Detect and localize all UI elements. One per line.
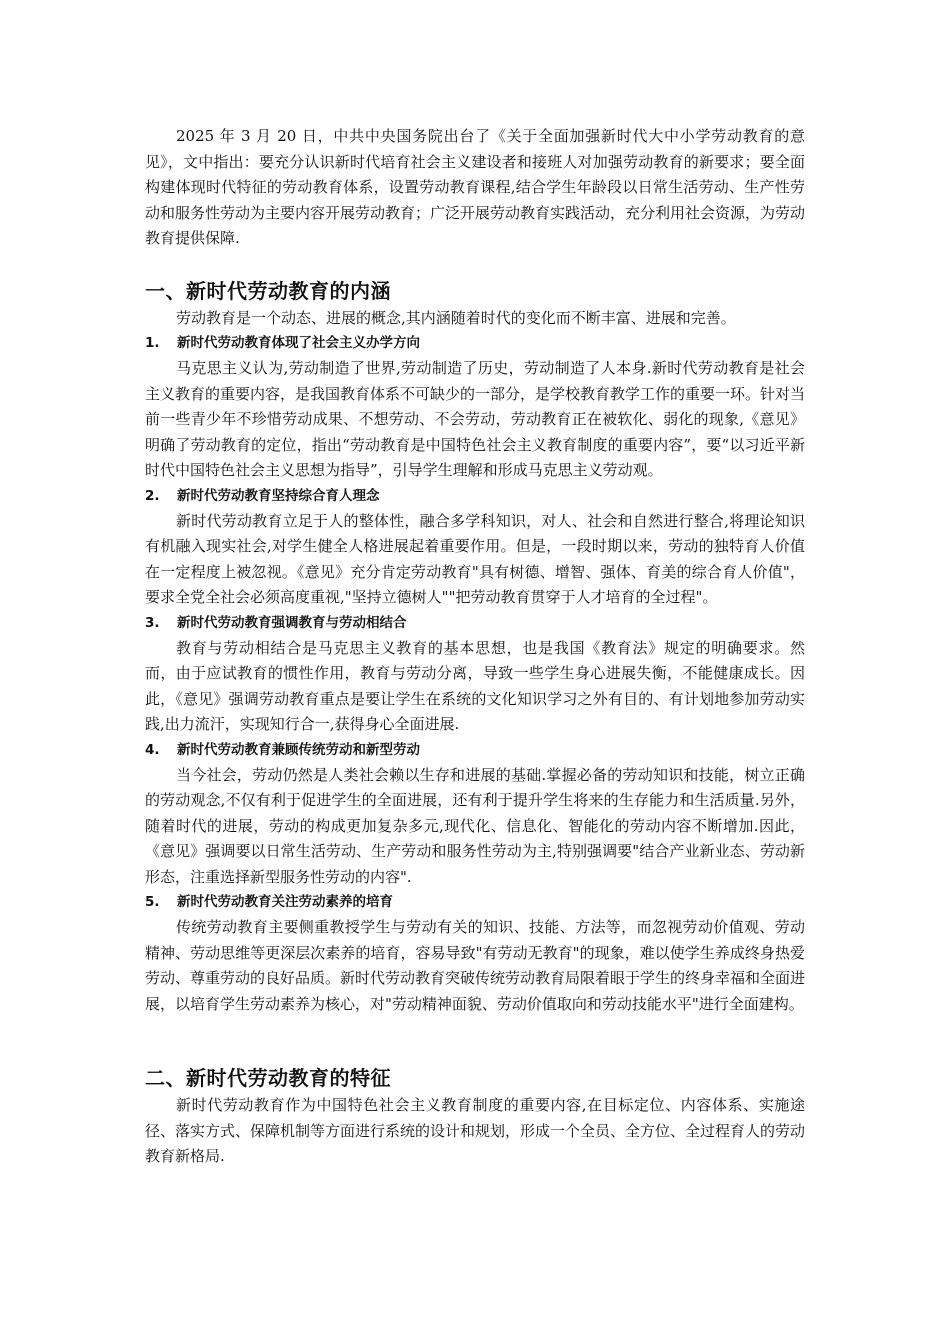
subheading-title: 新时代劳动教育坚持综合育人理念 [177,487,380,504]
subheading-title: 新时代劳动教育关注劳动素养的培育 [177,894,393,910]
subheading-title: 新时代劳动教育体现了社会主义办学方向 [177,335,420,351]
body-paragraph: 马克思主义认为,劳动制造了世界,劳动制造了历史，劳动制造了人本身.新时代劳动教育是社会主义教育的重要内容，是我国教育体系不可缺少的一部分，是学校教育教学工作的重要一环。针对当前一些青少年不珍惜劳动成果、不想劳动、不会劳动，劳动教育正在被软化、弱化的现象,《意见》明确了劳动教育的定位，指出“劳动教育是中国特色社会主义教育制度的重要内容”，要“以习近平新时代中国特色社会主义思想为指导”，引导学生理解和形成马克思主义劳动观。 [145,359,806,479]
section1-lead: 劳动教育是一个动态、进展的概念,其内涵随着时代的变化而不断丰富、进展和完善。 [176,308,736,327]
subheading-number: 5. [145,894,160,910]
subheading-5 [145,890,805,915]
subheading-number: 3. [145,614,160,631]
subheading-number: 2. [145,487,160,504]
body-paragraph: 传统劳动教育主要侧重教授学生与劳动有关的知识、技能、方法等，而忽视劳动价值观、劳动精神、劳动思维等更深层次素养的培育，容易导致"有劳动无教育"的现象，难以使学生养成终身热爱劳动、尊重劳动的良好品质。新时代劳动教育突破传统劳动教育局限着眼于学生的终身幸福和全面进展，以培育学生劳动素养为核心，对"劳动精神面貌、劳动价值取向和劳动技能水平"进行全面建构。 [145,918,806,1013]
subheading-title: 新时代劳动教育兼顾传统劳动和新型劳动 [177,741,420,758]
body-paragraph: 新时代劳动教育立足于人的整体性，融合多学科知识，对人、社会和自然进行整合,将理论知识有机融入现实社会,对学生健全人格进展起着重要作用。但是，一段时期以来，劳动的独特育人价值在一定程度上被忽视。《意见》充分肯定劳动教育"具有树德、增智、强体、育美的综合育人价值"，要求全党全社会必须高度重视,"坚持立德树人""把劳动教育贯穿于人才培育的全过程"。 [145,511,805,606]
body-paragraph: 当今社会，劳动仍然是人类社会赖以生存和进展的基础.掌握必备的劳动知识和技能，树立正确的劳动观念,不仅有利于促进学生的全面进展，还有利于提升学生将来的生存能力和生活质量.另外，随着时代的进展，劳动的构成更加复杂多元,现代化、信息化、智能化的劳动内容不断增加.因此，《意见》强调要以日常生活劳动、生产劳动和服务性劳动为主,特别强调要"结合产业新业态、劳动新形态，注重选择新型服务性劳动的内容". [145,765,805,886]
subheading-title: 新时代劳动教育强调教育与劳动相结合 [177,614,407,631]
section2-heading: 二、新时代劳动教育的特征 [145,1066,391,1090]
subheading-2 [145,484,805,509]
section2-lead: 新时代劳动教育作为中国特色社会主义教育制度的重要内容,在目标定位、内容体系、实施途径、落实方式、保障机制等方面进行系统的设计和规划，形成一个全员、全方位、全过程育人的劳动教育新格局. [145,1096,806,1165]
intro-paragraph: 2025 年 3 月 20 日，中共中央国务院出台了《关于全面加强新时代大中小学劳动教育的意见》，文中指出：要充分认识新时代培育社会主义建设者和接班人对加强劳动教育的新要求；要全面构建体现时代特征的劳动教育体系，设置劳动教育课程,结合学生年龄段以日常生活劳动、生产性劳动和服务性劳动为主要内容开展劳动教育；广泛开展劳动教育实践活动，充分利用社会资源，为劳动教育提供保障. [145,127,806,247]
subheading-4 [145,738,805,763]
subheading-number: 4. [145,741,160,758]
body-paragraph: 教育与劳动相结合是马克思主义教育的基本思想，也是我国《教育法》规定的明确要求。然而，由于应试教育的惯性作用，教育与劳动分离，导致一些学生身心进展失衡，不能健康成长。因此，《意见》强调劳动教育重点是要让学生在系统的文化知识学习之外有目的、有计划地参加劳动实践,出力流汗，实现知行合一,获得身心全面进展. [145,638,805,733]
section1-heading: 一、新时代劳动教育的内涵 [145,278,391,303]
subheading-number: 1. [145,335,160,351]
subheading-3 [145,611,805,636]
subheading-1 [145,331,805,356]
document-page [145,124,805,1170]
